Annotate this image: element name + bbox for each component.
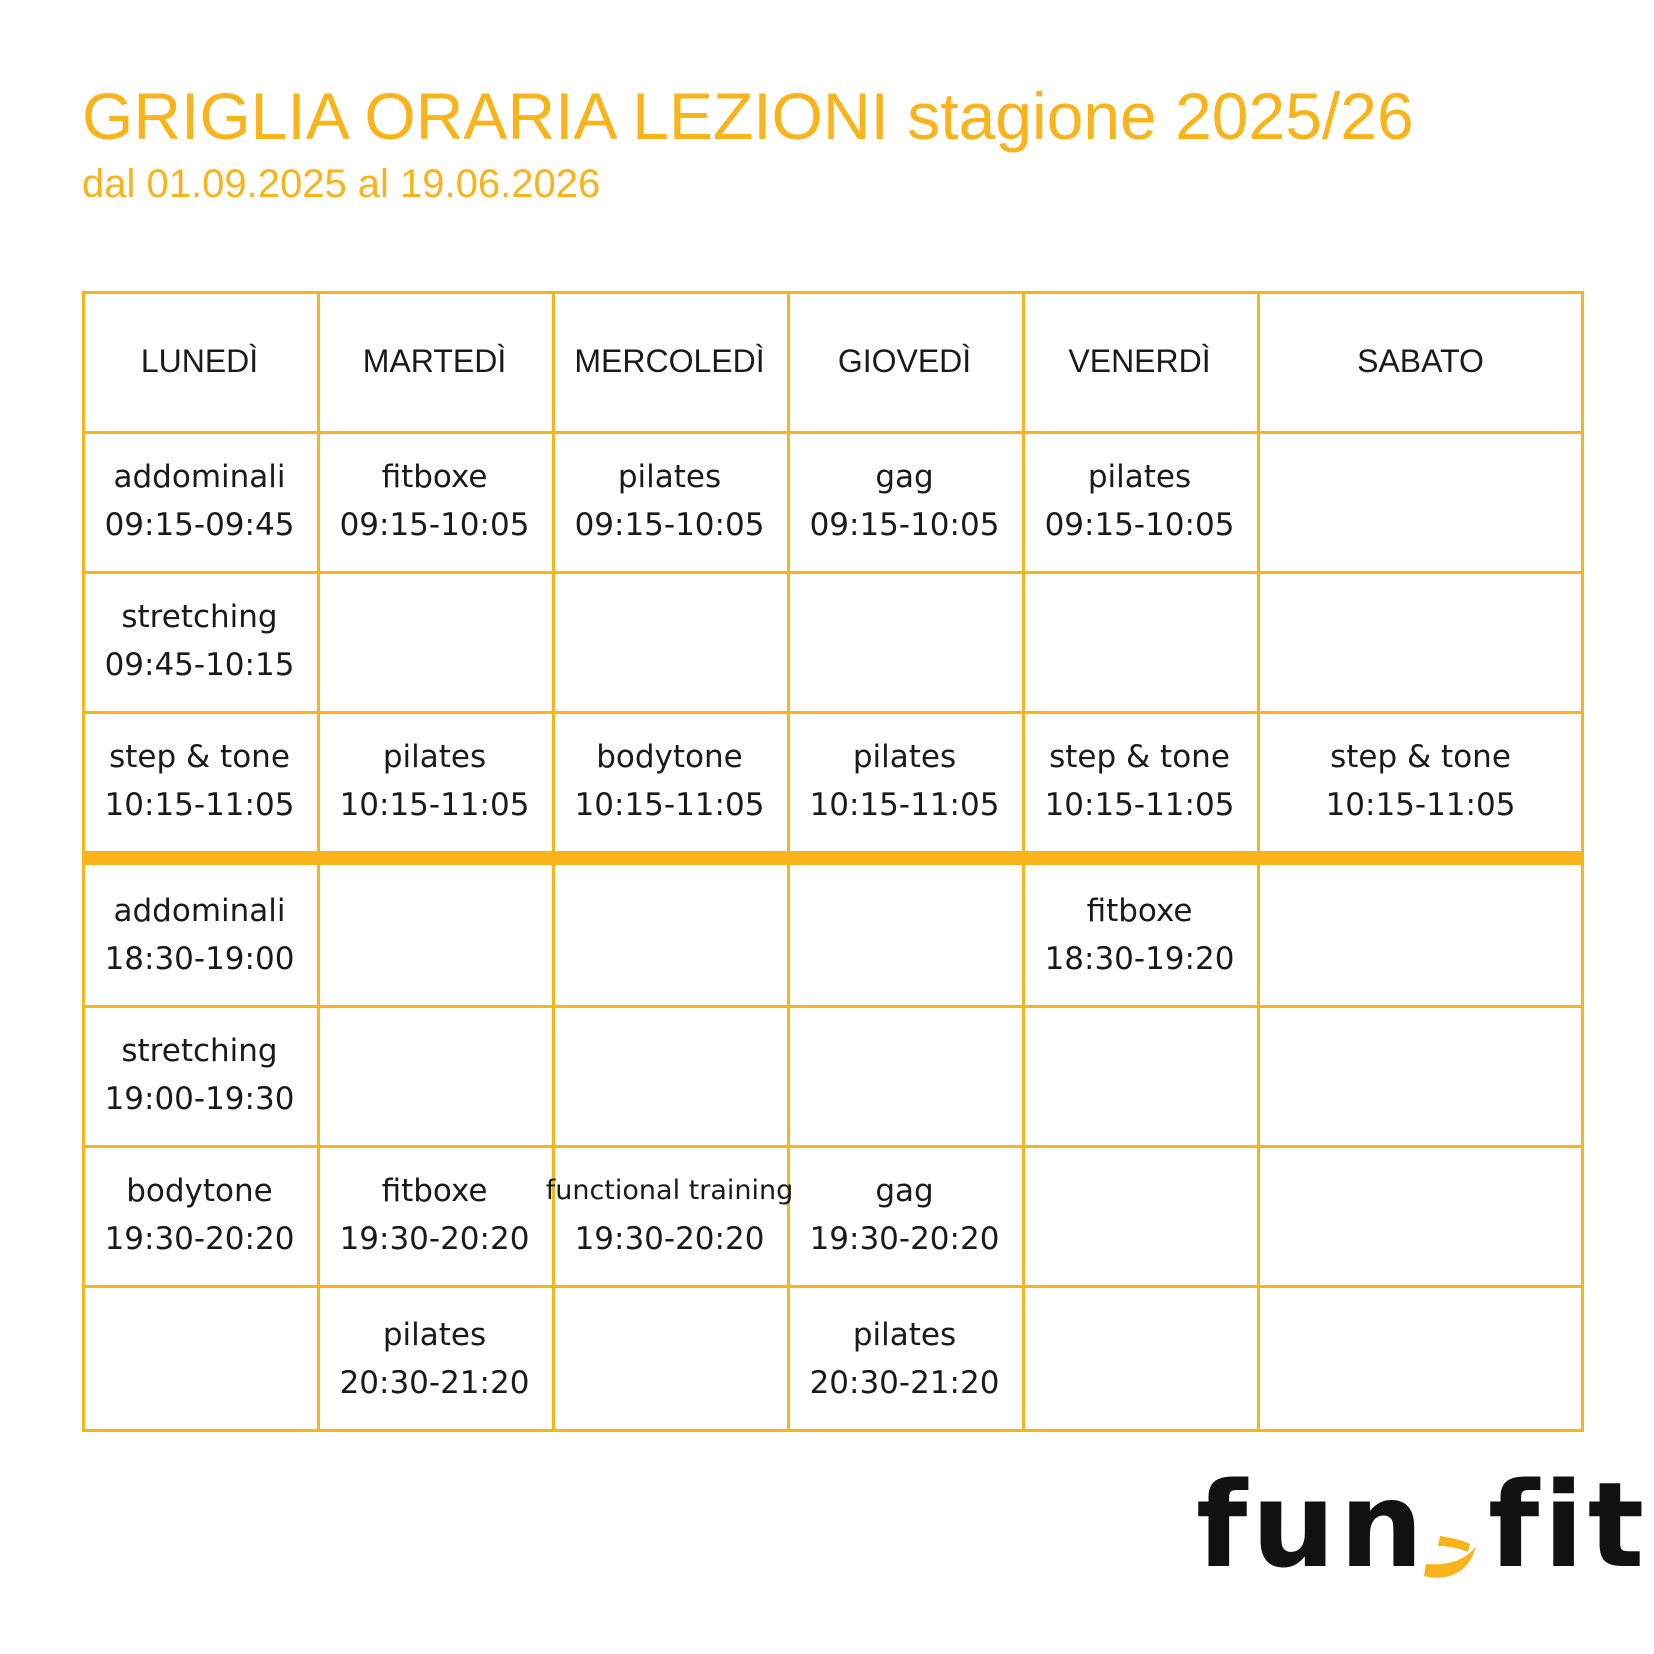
fun-fit-logo bbox=[1196, 1456, 1649, 1594]
schedule-cell bbox=[787, 571, 1022, 711]
schedule-cell bbox=[317, 1005, 552, 1145]
schedule-cell bbox=[1022, 1285, 1257, 1432]
day-header: LUNEDÌ bbox=[140, 342, 259, 379]
class-time: 19:30-20:20 bbox=[104, 1221, 295, 1257]
schedule-cell bbox=[1257, 571, 1584, 711]
schedule-cell bbox=[1022, 865, 1257, 1005]
schedule-cell bbox=[82, 1005, 317, 1145]
schedule-cell bbox=[317, 1145, 552, 1285]
schedule-cell bbox=[1022, 1145, 1257, 1285]
schedule-cell bbox=[82, 1145, 317, 1285]
schedule-cell bbox=[1257, 1005, 1584, 1145]
class-name: addominali bbox=[113, 893, 286, 929]
schedule-cell bbox=[82, 571, 317, 711]
schedule-grid bbox=[82, 291, 1584, 1432]
class-name: pilates bbox=[852, 1316, 957, 1353]
title-main: GRIGLIA ORARIA LEZIONI bbox=[82, 79, 889, 153]
class-name: bodytone bbox=[596, 739, 743, 775]
class-time: 10:15-11:05 bbox=[574, 787, 765, 823]
schedule-cell bbox=[317, 571, 552, 711]
class-time: 19:30-20:20 bbox=[809, 1221, 1000, 1257]
schedule-cell bbox=[787, 1005, 1022, 1145]
class-name: pilates bbox=[1087, 459, 1192, 495]
class-time: 09:15-10:05 bbox=[339, 507, 530, 543]
class-time: 09:15-10:05 bbox=[809, 507, 1000, 543]
logo-swoosh-icon bbox=[1418, 1460, 1488, 1590]
schedule-cell bbox=[317, 431, 552, 571]
class-time: 09:45-10:15 bbox=[104, 647, 295, 683]
class-time: 10:15-11:05 bbox=[339, 787, 530, 823]
class-time: 10:15-11:05 bbox=[104, 787, 295, 823]
class-time: 19:00-19:30 bbox=[104, 1081, 295, 1117]
class-time: 10:15-11:05 bbox=[1325, 787, 1516, 823]
class-name: gag bbox=[875, 459, 934, 495]
class-name: stretching bbox=[121, 1033, 278, 1069]
schedule-cell bbox=[787, 431, 1022, 571]
schedule-cell bbox=[552, 431, 787, 571]
class-time: 20:30-21:20 bbox=[339, 1364, 530, 1401]
logo-text-fun: fun bbox=[1196, 1456, 1428, 1594]
schedule-cell bbox=[82, 1285, 317, 1432]
class-time: 19:30-20:20 bbox=[339, 1221, 530, 1257]
day-header: MARTEDÌ bbox=[362, 342, 507, 379]
schedule-cell bbox=[787, 1145, 1022, 1285]
schedule-cell bbox=[1257, 431, 1584, 571]
class-time: 10:15-11:05 bbox=[1044, 787, 1235, 823]
class-name: fitboxe bbox=[1086, 893, 1193, 929]
class-time: 18:30-19:20 bbox=[1044, 941, 1235, 977]
class-name: pilates bbox=[852, 739, 957, 775]
class-time: 09:15-10:05 bbox=[574, 507, 765, 543]
title-season: stagione 2025/26 bbox=[907, 79, 1414, 153]
class-name: functional training bbox=[545, 1175, 794, 1206]
class-time: 20:30-21:20 bbox=[809, 1364, 1000, 1401]
schedule-cell bbox=[1022, 711, 1257, 851]
grid-divider-thick bbox=[82, 851, 1584, 865]
class-time: 09:15-09:45 bbox=[104, 507, 295, 543]
class-name: pilates bbox=[617, 459, 722, 495]
schedule-cell bbox=[317, 711, 552, 851]
schedule-cell bbox=[82, 711, 317, 851]
class-name: bodytone bbox=[126, 1173, 273, 1209]
schedule-cell bbox=[787, 1285, 1022, 1432]
day-header: GIOVEDÌ bbox=[837, 342, 972, 379]
schedule-cell bbox=[787, 711, 1022, 851]
schedule-cell bbox=[552, 571, 787, 711]
class-name: stretching bbox=[121, 599, 278, 635]
schedule-cell bbox=[552, 1285, 787, 1432]
schedule-cell bbox=[545, 1145, 794, 1285]
class-time: 19:30-20:20 bbox=[574, 1221, 765, 1257]
class-name: step & tone bbox=[109, 739, 290, 775]
schedule-cell bbox=[317, 1285, 552, 1432]
schedule-cell bbox=[552, 1005, 787, 1145]
page-subtitle: dal 01.09.2025 al 19.06.2026 bbox=[82, 162, 601, 206]
schedule-cell bbox=[552, 711, 787, 851]
schedule-cell bbox=[1022, 1005, 1257, 1145]
class-time: 18:30-19:00 bbox=[104, 941, 295, 977]
schedule-cell bbox=[82, 431, 317, 571]
schedule-cell bbox=[1257, 865, 1584, 1005]
day-header: VENERDÌ bbox=[1068, 342, 1211, 379]
class-time: 10:15-11:05 bbox=[809, 787, 1000, 823]
schedule-cell bbox=[317, 865, 552, 1005]
schedule-cell bbox=[82, 865, 317, 1005]
class-name: addominali bbox=[113, 459, 286, 495]
class-name: step & tone bbox=[1330, 739, 1511, 775]
day-header: SABATO bbox=[1357, 342, 1484, 379]
class-time: 09:15-10:05 bbox=[1044, 507, 1235, 543]
logo-text-fit: fit bbox=[1488, 1456, 1649, 1594]
class-name: gag bbox=[875, 1173, 934, 1209]
page-title bbox=[82, 76, 1414, 156]
class-name: pilates bbox=[382, 739, 487, 775]
schedule-cell bbox=[1022, 431, 1257, 571]
class-name: fitboxe bbox=[381, 1173, 488, 1209]
schedule-cell bbox=[787, 865, 1022, 1005]
schedule-cell bbox=[1257, 1285, 1584, 1432]
class-name: fitboxe bbox=[381, 459, 488, 495]
schedule-cell bbox=[1257, 1145, 1584, 1285]
class-name: step & tone bbox=[1049, 739, 1230, 775]
schedule-cell bbox=[1257, 711, 1584, 851]
schedule-cell bbox=[552, 865, 787, 1005]
schedule-cell bbox=[1022, 571, 1257, 711]
day-header: MERCOLEDÌ bbox=[574, 342, 765, 379]
class-name: pilates bbox=[382, 1316, 487, 1353]
